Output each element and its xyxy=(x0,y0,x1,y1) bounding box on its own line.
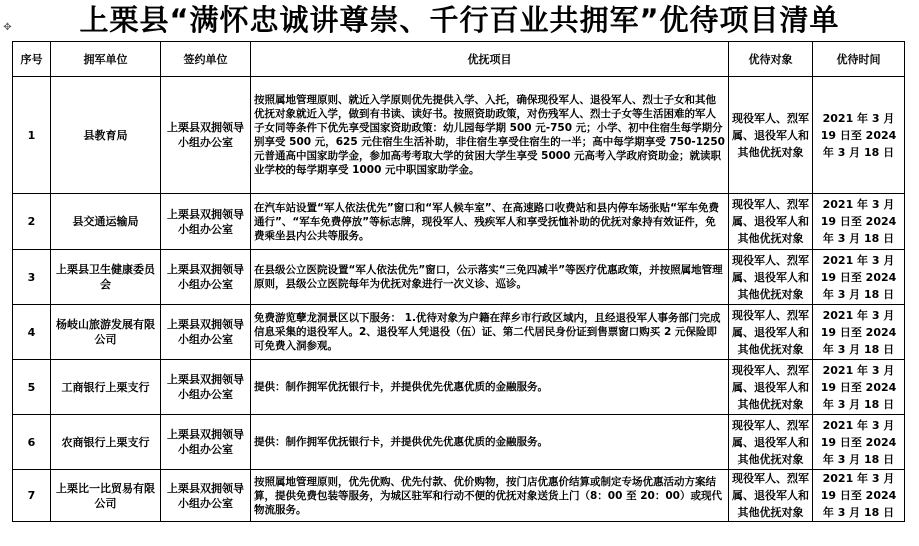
header-content: 优抚项目 xyxy=(251,42,729,77)
row-content: 提供：制作拥军优抚银行卡，并提供优先优惠优质的金融服务。 xyxy=(251,360,729,415)
header-unit: 拥军单位 xyxy=(51,42,161,77)
table-row xyxy=(13,415,905,470)
move-handle-icon[interactable]: ✥ xyxy=(3,22,12,33)
row-no: 4 xyxy=(13,305,51,360)
row-no: 1 xyxy=(13,77,51,194)
row-signer: 上栗县双拥领导小组办公室 xyxy=(161,360,251,415)
row-signer: 上栗县双拥领导小组办公室 xyxy=(161,470,251,522)
row-time: 2021 年 3 月 19 日至 2024 年 3 月 18 日 xyxy=(813,250,905,305)
table-row xyxy=(13,77,905,194)
header-target: 优待对象 xyxy=(729,42,813,77)
row-content: 在汽车站设置“军人依法优先”窗口和“军人候车室”、在高速路口收费站和县内停车场张贴“军车免费通行”、“军车免费停放”等标志牌，现役军人、残疾军人和享受抚恤补助的优抚对象持有效证件，免费乘坐县内公共等服务。 xyxy=(251,194,729,250)
table-row xyxy=(13,470,905,522)
row-unit: 上栗比一比贸易有限公司 xyxy=(51,470,161,522)
row-no: 5 xyxy=(13,360,51,415)
page-title: 上栗县“满怀忠诚讲尊崇、千行百业共拥军”优待项目清单 xyxy=(79,3,840,37)
row-unit: 上栗县卫生健康委员会 xyxy=(51,250,161,305)
row-content: 按照属地管理原则，优先优购、优先付款、优价购物，按门店优惠价结算或制定专场优惠活动方案结算，提供免费包装等服务，为城区驻军和行动不便的优抚对象送货上门（8：00 至 20：00）或现代物流服务。 xyxy=(251,470,729,522)
project-table xyxy=(12,41,905,522)
row-unit: 县教育局 xyxy=(51,77,161,194)
row-unit: 工商银行上栗支行 xyxy=(51,360,161,415)
row-time: 2021 年 3 月 19 日至 2024 年 3 月 18 日 xyxy=(813,305,905,360)
row-content: 在县级公立医院设置“军人依法优先”窗口，公示落实“三免四减半”等医疗优惠政策，并按照属地管理原则，县级公立医院每年为优抚对象进行一次义诊、巡诊。 xyxy=(251,250,729,305)
row-unit: 杨岐山旅游发展有限公司 xyxy=(51,305,161,360)
row-time: 2021 年 3 月 19 日至 2024 年 3 月 18 日 xyxy=(813,470,905,522)
table-row xyxy=(13,250,905,305)
table-row xyxy=(13,305,905,360)
row-unit: 县交通运输局 xyxy=(51,194,161,250)
table-row xyxy=(13,360,905,415)
row-target: 现役军人、烈军属、退役军人和其他优抚对象 xyxy=(729,415,813,470)
row-target: 现役军人、烈军属、退役军人和其他优抚对象 xyxy=(729,77,813,194)
row-time: 2021 年 3 月 19 日至 2024 年 3 月 18 日 xyxy=(813,415,905,470)
row-no: 6 xyxy=(13,415,51,470)
row-signer: 上栗县双拥领导小组办公室 xyxy=(161,194,251,250)
table-row xyxy=(13,194,905,250)
row-target: 现役军人、烈军属、退役军人和其他优抚对象 xyxy=(729,250,813,305)
row-content: 按照属地管理原则、就近入学原则优先提供入学、入托，确保现役军人、退役军人、烈士子女和其他优抚对象就近入学，做到有书读、读好书。按照资助政策，对伤残军人、烈士子女等生活困难的军人子女同等条件下优先享受国家资助政策：幼儿园每学期 500 元-750 元；小学、初中住宿生每学期分别享受 500 元，625 元住宿生生活补助，非住宿生享受住宿生的一半；高中每学期享受 750-1250 元普通高中国家助学金，参加高考考取大学的贫困大学生享受 5000 元高考入学政府资助金；就读职业学校的每学期享受 1000 元中职国家助学金。 xyxy=(251,77,729,194)
header-signer: 签约单位 xyxy=(161,42,251,77)
row-content: 免费游览孽龙洞景区以下服务： 1.优待对象为户籍在萍乡市行政区域内，且经退役军人事务部门完成信息采集的退役军人。2、退役军人凭退役（伍）证、第二代居民身份证到售票窗口购买 2 元保险即可免费入洞参观。 xyxy=(251,305,729,360)
row-signer: 上栗县双拥领导小组办公室 xyxy=(161,305,251,360)
row-signer: 上栗县双拥领导小组办公室 xyxy=(161,250,251,305)
header-no: 序号 xyxy=(13,42,51,77)
row-time: 2021 年 3 月 19 日至 2024 年 3 月 18 日 xyxy=(813,194,905,250)
row-no: 7 xyxy=(13,470,51,522)
row-target: 现役军人、烈军属、退役军人和其他优抚对象 xyxy=(729,360,813,415)
row-content: 提供：制作拥军优抚银行卡，并提供优先优惠优质的金融服务。 xyxy=(251,415,729,470)
row-no: 3 xyxy=(13,250,51,305)
row-signer: 上栗县双拥领导小组办公室 xyxy=(161,415,251,470)
row-target: 现役军人、烈军属、退役军人和其他优抚对象 xyxy=(729,194,813,250)
row-unit: 农商银行上栗支行 xyxy=(51,415,161,470)
header-time: 优待时间 xyxy=(813,42,905,77)
row-time: 2021 年 3 月 19 日至 2024 年 3 月 18 日 xyxy=(813,360,905,415)
row-time: 2021 年 3 月 19 日至 2024 年 3 月 18 日 xyxy=(813,77,905,194)
table-header-row xyxy=(13,42,905,77)
row-no: 2 xyxy=(13,194,51,250)
row-signer: 上栗县双拥领导小组办公室 xyxy=(161,77,251,194)
row-target: 现役军人、烈军属、退役军人和其他优抚对象 xyxy=(729,470,813,522)
row-target: 现役军人、烈军属、退役军人和其他优抚对象 xyxy=(729,305,813,360)
